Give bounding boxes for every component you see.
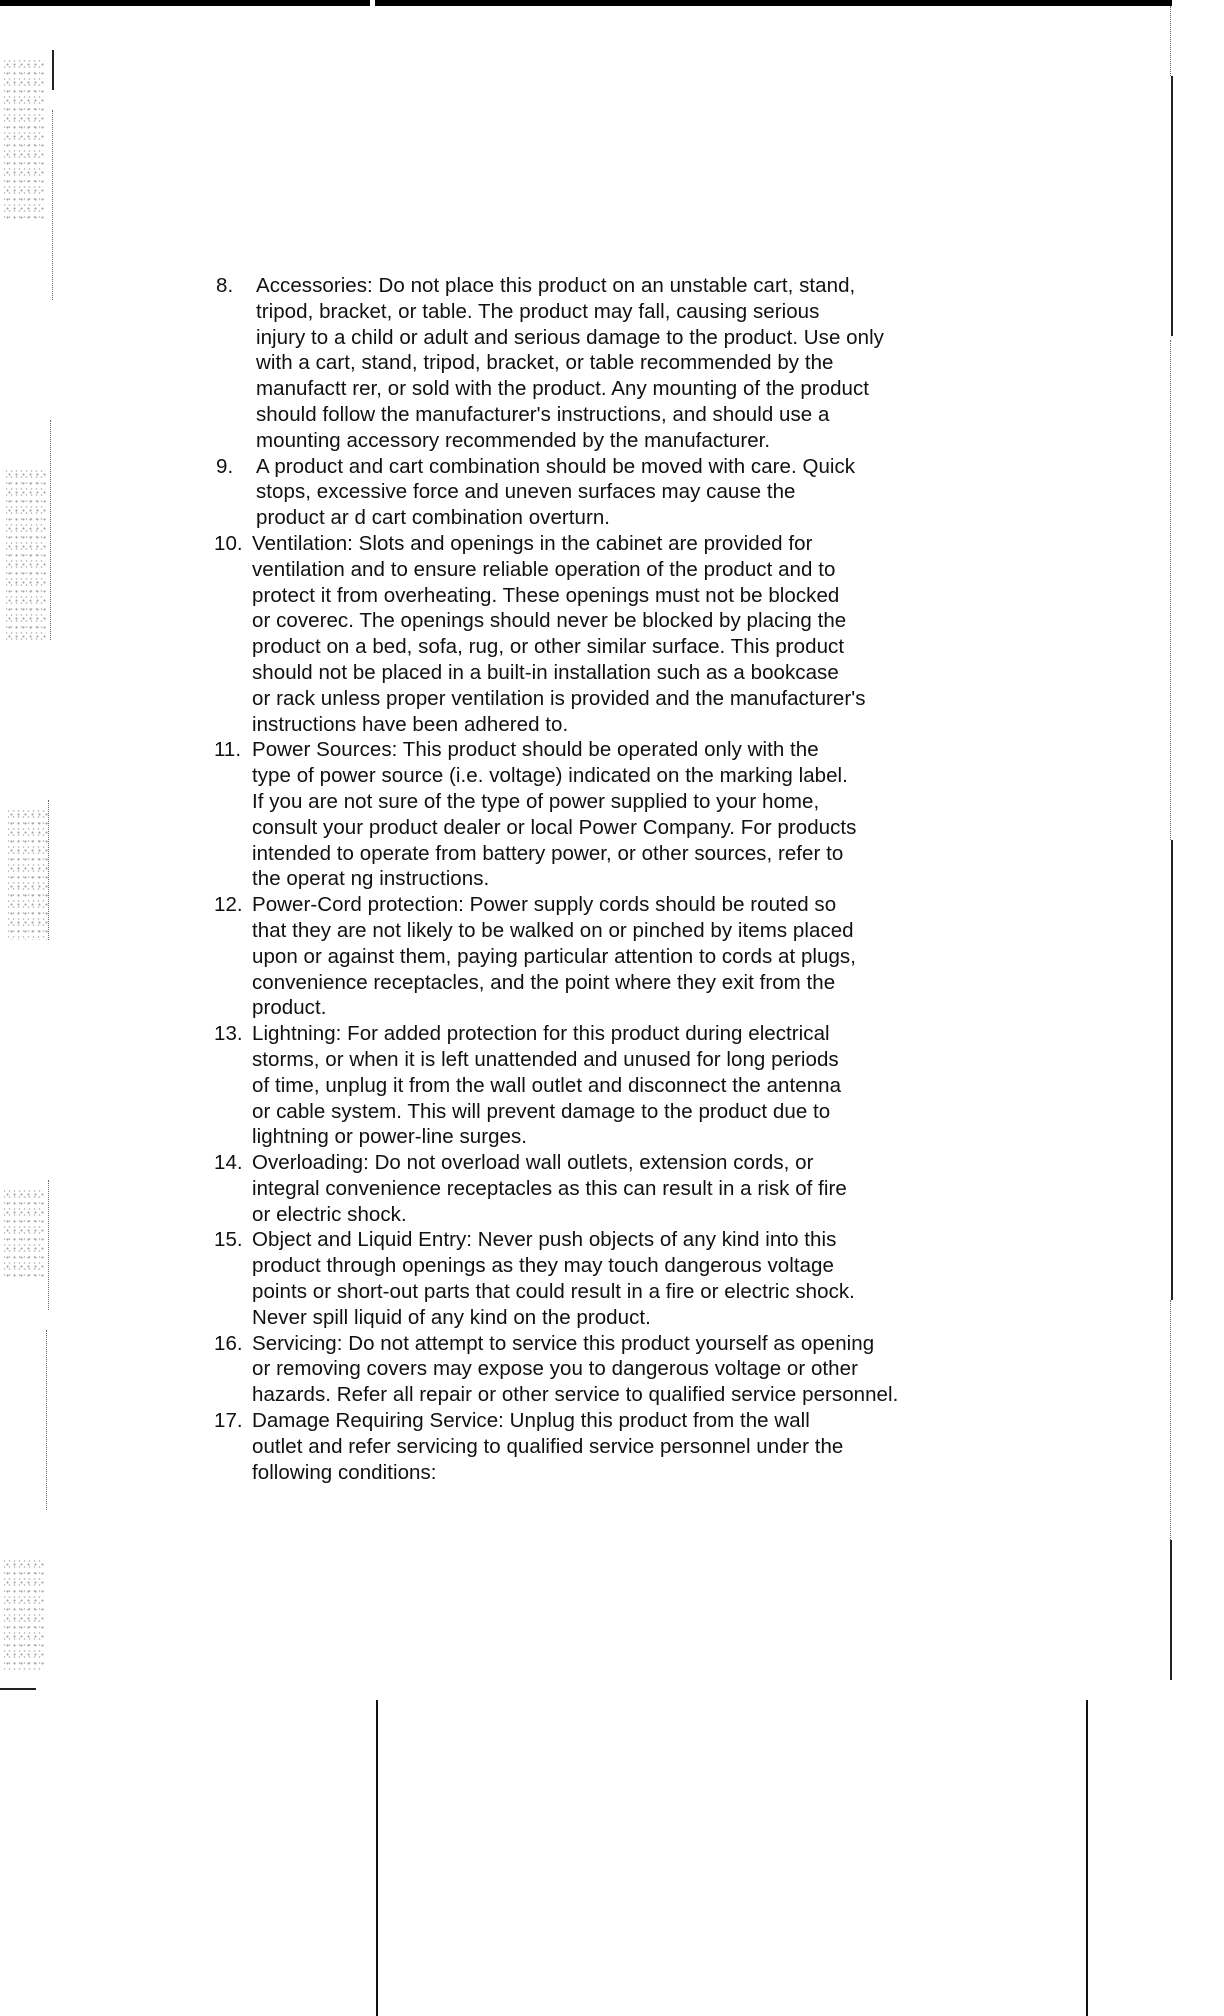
right-edge-mark xyxy=(1171,76,1173,336)
bottom-frame-box xyxy=(376,1700,1088,2016)
item-text-line: upon or against them, paying particular attention to cords at plugs, xyxy=(252,944,856,968)
item-text-line: or coverec. The openings should never be blocked by placing the xyxy=(252,609,847,633)
item-text-line: storms, or when it is left unattended and unused for long periods xyxy=(252,1047,839,1071)
left-edge-mark xyxy=(52,50,54,90)
list-item xyxy=(210,1331,1060,1408)
item-text-line: injury to a child or adult and serious damage to the product. Use only xyxy=(256,325,884,349)
item-text-line: convenience receptacles, and the point where they exit from the xyxy=(252,970,836,994)
item-text-line: with a cart, stand, tripod, bracket, or table recommended by the xyxy=(256,351,834,375)
scan-dotted-line xyxy=(52,110,53,300)
item-number: 12. xyxy=(214,893,243,917)
item-text-line: of time, unplug it from the wall outlet and disconnect the antenna xyxy=(252,1073,842,1097)
item-text-line: product on a bed, sofa, rug, or other similar surface. This product xyxy=(252,635,845,659)
scan-speckle xyxy=(4,60,44,220)
scan-speckle xyxy=(6,470,46,640)
item-number: 17. xyxy=(214,1409,243,1433)
list-item xyxy=(210,892,1060,1021)
item-text-line: should not be placed in a built-in installation such as a bookcase xyxy=(252,660,839,684)
item-text-line: product. xyxy=(252,996,327,1020)
item-number: 8. xyxy=(216,274,234,297)
item-text-line: Servicing: Do not attempt to service this product yourself as opening xyxy=(252,1331,875,1355)
item-text-line: protect it from overheating. These openings must not be blocked xyxy=(252,583,840,607)
item-text-line: Never spill liquid of any kind on the product. xyxy=(252,1305,651,1329)
list-item xyxy=(210,1021,1060,1150)
top-border-bar xyxy=(0,0,1172,6)
item-number: 16. xyxy=(214,1331,243,1355)
scan-dotted-line xyxy=(48,1180,49,1310)
item-text-line: Power Sources: This product should be operated only with the xyxy=(252,738,819,762)
list-item xyxy=(210,273,1060,454)
scan-dotted-line xyxy=(50,420,51,640)
item-text-line: or removing covers may expose you to dangerous voltage or other xyxy=(252,1357,858,1381)
item-text-line: mounting accessory recommended by the manufacturer. xyxy=(256,428,771,452)
scan-dotted-line xyxy=(48,800,49,940)
item-text-line: consult your product dealer or local Power Company. For products xyxy=(252,815,857,839)
instruction-list xyxy=(210,273,1060,1485)
left-edge-mark xyxy=(0,1688,36,1690)
item-text-line: the operat ng instructions. xyxy=(252,867,490,891)
scan-speckle xyxy=(4,1190,44,1280)
list-item xyxy=(210,737,1060,892)
item-text-line: manufactt rer, or sold with the product. Any mounting of the product xyxy=(256,377,870,401)
item-text-line: Power-Cord protection: Power supply cords should be routed so xyxy=(252,893,837,917)
item-text-line: integral convenience receptacles as this can result in a risk of fire xyxy=(252,1176,847,1200)
item-text-line: that they are not likely to be walked on or pinched by items placed xyxy=(252,918,854,942)
item-text-line: stops, excessive force and uneven surfaces may cause the xyxy=(256,480,796,504)
item-text-line: Overloading: Do not overload wall outlets, extension cords, or xyxy=(252,1151,814,1175)
item-text-line: Object and Liquid Entry: Never push objects of any kind into this xyxy=(252,1228,837,1252)
safety-instructions xyxy=(210,273,1060,1485)
item-number: 14. xyxy=(214,1151,243,1175)
item-number: 9. xyxy=(216,454,234,478)
list-item xyxy=(210,1227,1060,1330)
item-text-line: outlet and refer servicing to qualified service personnel under the xyxy=(252,1434,844,1458)
list-item xyxy=(210,1408,1060,1485)
item-text-line: intended to operate from battery power, or other sources, refer to xyxy=(252,841,844,865)
item-text-line: or rack unless proper ventilation is provided and the manufacturer's xyxy=(252,686,866,710)
item-text-line: following conditions: xyxy=(252,1460,437,1484)
item-text-line: type of power source (i.e. voltage) indicated on the marking label. xyxy=(252,764,848,788)
item-text-line: product through openings as they may touch dangerous voltage xyxy=(252,1254,834,1278)
list-item xyxy=(210,1150,1060,1227)
item-text-line: Lightning: For added protection for this product during electrical xyxy=(252,1022,830,1046)
list-item xyxy=(210,454,1060,531)
item-number: 13. xyxy=(214,1022,243,1046)
item-text-line: product ar d cart combination overturn. xyxy=(256,506,611,530)
item-text-line: lightning or power-line surges. xyxy=(252,1125,528,1149)
item-text-line: or cable system. This will prevent damage to the product due to xyxy=(252,1099,831,1123)
item-number: 15. xyxy=(214,1228,243,1252)
top-border-gap xyxy=(370,0,375,6)
item-number: 11. xyxy=(214,738,242,762)
item-text-line: If you are not sure of the type of power supplied to your home, xyxy=(252,789,820,813)
item-text-line: instructions have been adhered to. xyxy=(252,712,569,736)
right-edge-mark xyxy=(1170,1540,1172,1680)
list-item xyxy=(210,531,1060,737)
scan-speckle xyxy=(4,1560,44,1670)
scan-dotted-line xyxy=(1170,6,1171,76)
scan-dotted-line xyxy=(1170,340,1171,840)
item-text-line: hazards. Refer all repair or other service to qualified service personnel. xyxy=(252,1383,899,1407)
scan-dotted-line xyxy=(1170,1300,1171,1540)
item-text-line: Ventilation: Slots and openings in the cabinet are provided for xyxy=(252,531,813,555)
item-text-line: should follow the manufacturer's instructions, and should use a xyxy=(256,402,830,426)
scan-dotted-line xyxy=(46,1330,47,1510)
item-text-line: A product and cart combination should be moved with care. Quick xyxy=(256,454,856,478)
item-number: 10. xyxy=(214,531,243,555)
scan-speckle xyxy=(8,810,48,940)
item-text-line: tripod, bracket, or table. The product may fall, causing serious xyxy=(256,299,820,323)
item-text-line: points or short-out parts that could result in a fire or electric shock. xyxy=(252,1280,855,1304)
item-text-line: ventilation and to ensure reliable operation of the product and to xyxy=(252,557,836,581)
item-text-line: Damage Requiring Service: Unplug this product from the wall xyxy=(252,1409,810,1433)
item-text-line: or electric shock. xyxy=(252,1202,407,1226)
right-edge-mark xyxy=(1171,840,1173,1300)
item-text-line: Accessories: Do not place this product on an unstable cart, stand, xyxy=(256,274,856,297)
